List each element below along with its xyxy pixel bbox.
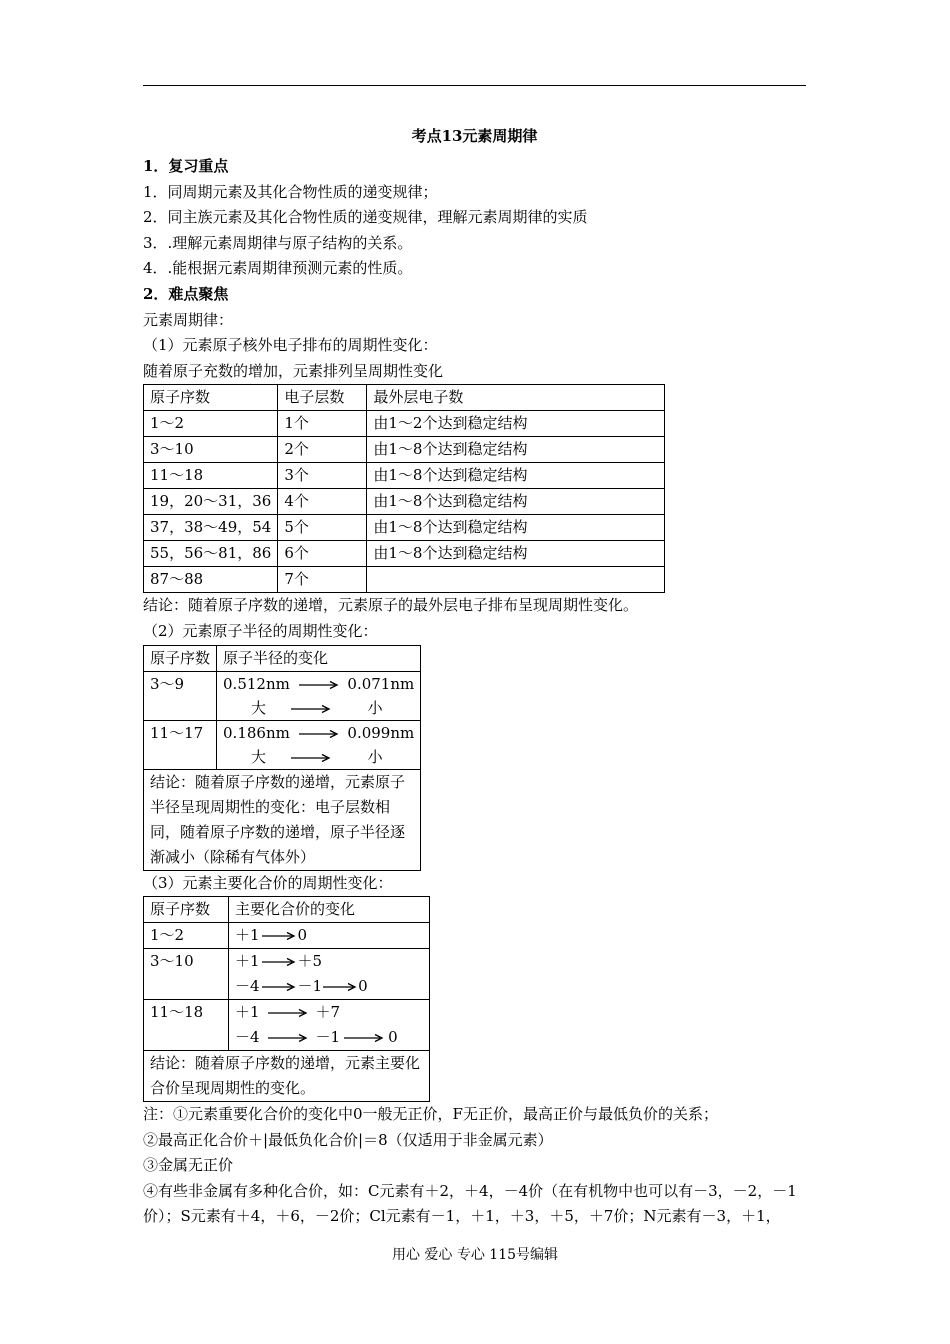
- table-row: [144, 923, 430, 949]
- table-row: [144, 541, 665, 567]
- table-cell: 11～18: [144, 1000, 229, 1051]
- section1-item: 2．同主族元素及其化合物性质的递变规律，理解元素周期律的实质: [143, 208, 588, 227]
- section1-item: 4．.能根据元素周期律预测元素的性质。: [143, 259, 413, 278]
- table-header-cell: 原子序数: [144, 645, 217, 671]
- document-body: [143, 118, 806, 1229]
- valence-value: ＋5: [297, 952, 323, 971]
- part2-title: （2）元素原子半径的周期性变化：: [143, 621, 378, 640]
- table-cell: 3～10: [144, 437, 278, 463]
- table-header-cell: 原子序数: [144, 897, 229, 923]
- header-rule: [143, 85, 806, 86]
- note-line: ②最高正化合价＋|最低负化合价|＝8（仅适用于非金属元素）: [143, 1130, 553, 1149]
- valence-value: 0: [297, 926, 308, 945]
- valence-value: －1: [315, 1028, 341, 1047]
- table-cell: 6个: [278, 541, 367, 567]
- radius-table: [143, 645, 421, 871]
- table-row: [144, 671, 421, 720]
- arrow-right-icon: [291, 753, 331, 763]
- table-cell: 7个: [278, 567, 367, 593]
- section2-heading: 2．难点聚焦: [143, 284, 229, 303]
- table-cell: 3～10: [144, 949, 229, 1000]
- valence-table: [143, 896, 430, 1102]
- note-line: ④有些非金属有多种化合价，如：C元素有＋2，＋4，－4价（在有机物中也可以有－3，－2，－1价）；S元素有＋4，＋6，－2价；Cl元素有－1，＋1，＋3，＋5，＋7价；N元素有－3，＋1，: [143, 1181, 797, 1225]
- arrow-right-icon: [262, 957, 296, 967]
- section2-intro: 元素周期律：: [143, 310, 234, 329]
- arrow-right-icon: [299, 729, 339, 739]
- radius-to: 0.099nm: [347, 723, 415, 742]
- valence-value: －1: [297, 977, 323, 996]
- valence-value: －4: [235, 1028, 260, 1047]
- radius-from: 0.186nm: [223, 723, 290, 742]
- table-row: [144, 1000, 430, 1051]
- valence-value: ＋1: [235, 952, 260, 971]
- table-header-row: [144, 385, 665, 411]
- table-cell: 由1～8个达到稳定结构: [367, 515, 665, 541]
- page-footer: 用心 爱心 专心 115号编辑: [391, 1247, 559, 1263]
- table-cell: 由1～8个达到稳定结构: [367, 463, 665, 489]
- valence-value: ＋1: [235, 1003, 260, 1022]
- table-row: [144, 567, 665, 593]
- table-header-cell: 原子序数: [144, 385, 278, 411]
- valence-value: －4: [235, 977, 260, 996]
- table-cell: 37，38～49，54: [144, 515, 278, 541]
- table-header-cell: 原子半径的变化: [217, 645, 421, 671]
- table-cell: 1～2: [144, 923, 229, 949]
- table-cell: [229, 923, 430, 949]
- table-row: [144, 437, 665, 463]
- valence-value: ＋7: [315, 1003, 341, 1022]
- table-cell: 1个: [278, 411, 367, 437]
- table-cell: 由1～8个达到稳定结构: [367, 437, 665, 463]
- label-big: 大: [251, 747, 267, 766]
- part1-title: （1）元素原子核外电子排布的周期性变化：: [143, 336, 438, 355]
- table-cell: 由1～8个达到稳定结构: [367, 489, 665, 515]
- table-row: [144, 720, 421, 769]
- table-cell: 55，56～81，86: [144, 541, 278, 567]
- table-header-cell: 电子层数: [278, 385, 367, 411]
- table-cell: 3～9: [144, 671, 217, 720]
- table-cell: 由1～8个达到稳定结构: [367, 541, 665, 567]
- table-row: [144, 769, 421, 870]
- table-row: [144, 1051, 430, 1102]
- arrow-right-icon: [291, 704, 331, 714]
- table-header-cell: 主要化合价的变化: [229, 897, 430, 923]
- part3-title: （3）元素主要化合价的周期性变化：: [143, 873, 393, 892]
- table-conclusion: 结论：随着原子序数的递增，元素主要化合价呈现周期性的变化。: [144, 1051, 430, 1102]
- arrow-right-icon: [344, 1033, 384, 1043]
- table-cell: 1～2: [144, 411, 278, 437]
- radius-to: 0.071nm: [347, 674, 415, 693]
- table-row: [144, 489, 665, 515]
- conclusion-1: 结论：随着原子序数的递增，元素原子的最外层电子排布呈现周期性变化。: [143, 596, 639, 615]
- arrow-right-icon: [299, 680, 339, 690]
- arrow-right-icon: [268, 1008, 308, 1018]
- label-small: 小: [367, 698, 383, 717]
- table-row: [144, 463, 665, 489]
- part1-subtitle: 随着原子充数的增加，元素排列呈周期性变化: [143, 361, 444, 380]
- table-cell: [217, 720, 421, 769]
- valence-value: 0: [388, 1028, 398, 1047]
- arrow-right-icon: [262, 982, 296, 992]
- table-cell: 5个: [278, 515, 367, 541]
- table-cell: 由1～2个达到稳定结构: [367, 411, 665, 437]
- arrow-right-icon: [268, 1033, 308, 1043]
- table-cell: 87～88: [144, 567, 278, 593]
- table-cell: 2个: [278, 437, 367, 463]
- section1-item: 3．.理解元素周期律与原子结构的关系。: [143, 233, 413, 252]
- table-header-row: [144, 897, 430, 923]
- table-cell: [367, 567, 665, 593]
- table-header-row: [144, 645, 421, 671]
- page-title: 考点13元素周期律: [411, 127, 538, 145]
- label-big: 大: [251, 698, 267, 717]
- table-row: [144, 411, 665, 437]
- electron-table: [143, 384, 665, 593]
- arrow-right-icon: [323, 982, 357, 992]
- table-cell: 11～18: [144, 463, 278, 489]
- note-line: ③金属无正价: [143, 1156, 234, 1175]
- note-line: 注：①元素重要化合价的变化中0一般无正价，F无正价，最高正价与最低负价的关系；: [143, 1105, 718, 1124]
- valence-value: 0: [358, 977, 368, 996]
- table-cell: 4个: [278, 489, 367, 515]
- section1-item: 1．同周期元素及其化合物性质的递变规律；: [143, 182, 438, 201]
- arrow-right-icon: [262, 931, 296, 941]
- table-conclusion: 结论：随着原子序数的递增，元素原子半径呈现周期性的变化：电子层数相同，随着原子序数的递增，原子半径逐渐减小（除稀有气体外）: [144, 769, 421, 870]
- table-cell: 11～17: [144, 720, 217, 769]
- table-cell: [229, 1000, 430, 1051]
- table-cell: [217, 671, 421, 720]
- table-cell: [229, 949, 430, 1000]
- section1-heading: 1．复习重点: [143, 157, 229, 175]
- table-header-cell: 最外层电子数: [367, 385, 665, 411]
- label-small: 小: [367, 747, 383, 766]
- table-row: [144, 515, 665, 541]
- table-row: [144, 949, 430, 1000]
- table-cell: 19，20～31，36: [144, 489, 278, 515]
- radius-from: 0.512nm: [223, 674, 290, 693]
- table-cell: 3个: [278, 463, 367, 489]
- valence-value: ＋1: [235, 926, 260, 945]
